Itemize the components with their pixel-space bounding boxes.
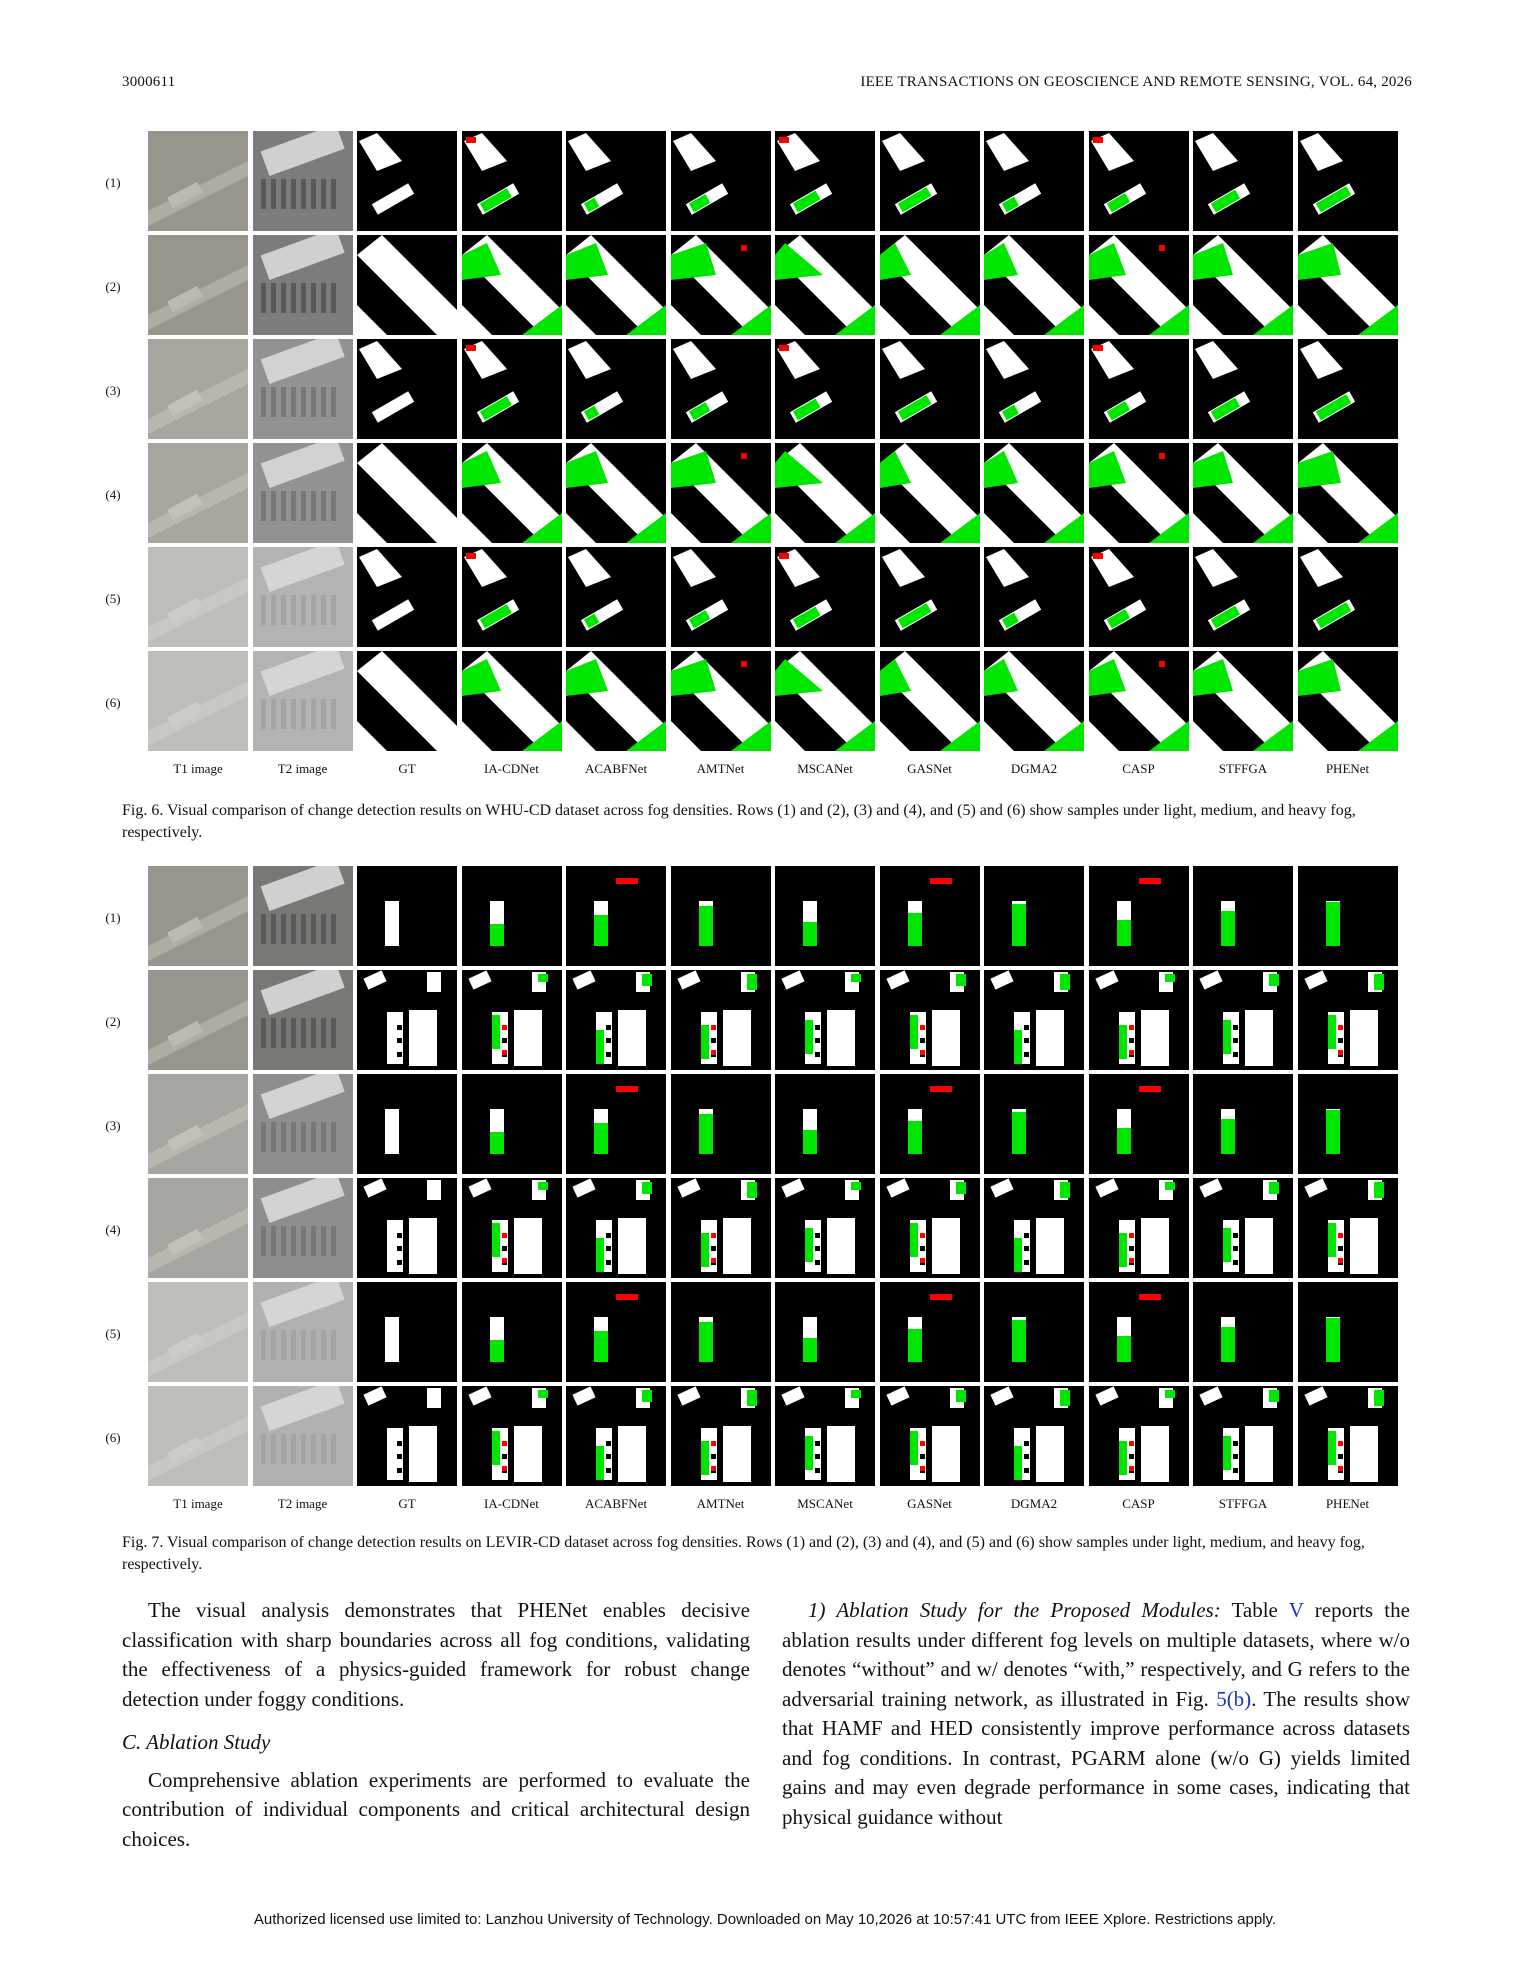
result-thumbnail-ia-cdnet bbox=[462, 235, 562, 335]
figure-7-caption: Fig. 7. Visual comparison of change detection results on LEVIR-CD dataset across fog densities. Rows (1) and (2), (3) and (4), and (5) and (6) show samples under light, medium, and heavy fog, respectively. bbox=[122, 1534, 1365, 1573]
result-thumbnail-casp bbox=[1089, 970, 1189, 1070]
result-thumbnail-gasnet bbox=[880, 866, 980, 966]
result-thumbnail-dgma2 bbox=[984, 443, 1084, 543]
result-thumbnail-dgma2 bbox=[984, 131, 1084, 231]
result-thumbnail-mscanet bbox=[775, 651, 875, 751]
result-thumbnail-ia-cdnet bbox=[462, 1386, 562, 1486]
result-thumbnail-gasnet bbox=[880, 131, 980, 231]
result-thumbnail-dgma2 bbox=[984, 547, 1084, 647]
result-thumbnail-gt bbox=[357, 443, 457, 543]
result-thumbnail-casp bbox=[1089, 547, 1189, 647]
result-thumbnail-stffga bbox=[1193, 1178, 1293, 1278]
result-thumbnail-amtnet bbox=[671, 866, 771, 966]
table-reference-link[interactable]: V bbox=[1288, 1598, 1304, 1622]
column-label: CASP bbox=[1122, 761, 1155, 776]
result-thumbnail-acabfnet bbox=[566, 651, 666, 751]
column-label: T2 image bbox=[277, 761, 328, 776]
result-thumbnail-gasnet bbox=[880, 970, 980, 1070]
column-label: ACABFNet bbox=[584, 761, 648, 776]
row-label: (6) bbox=[105, 1430, 121, 1445]
paragraph-ablation-modules bbox=[782, 1596, 1410, 1832]
result-thumbnail-phenet bbox=[1298, 547, 1398, 647]
column-label: AMTNet bbox=[696, 761, 745, 776]
result-thumbnail-mscanet bbox=[775, 1386, 875, 1486]
result-thumbnail-mscanet bbox=[775, 235, 875, 335]
result-thumbnail-phenet bbox=[1298, 235, 1398, 335]
paragraph-visual-analysis: The visual analysis demonstrates that PHENet enables decisive classification with sharp boundaries across all fog conditions, validating the effectiveness of a physics-guided framework for robust change detection under foggy conditions. bbox=[122, 1598, 750, 1711]
result-thumbnail-acabfnet bbox=[566, 1178, 666, 1278]
column-label: CASP bbox=[1122, 1496, 1155, 1511]
row-label: (1) bbox=[105, 175, 121, 190]
result-thumbnail-casp bbox=[1089, 1074, 1189, 1174]
result-thumbnail-stffga bbox=[1193, 339, 1293, 439]
result-thumbnail-acabfnet bbox=[566, 547, 666, 647]
column-label: AMTNet bbox=[696, 1496, 745, 1511]
column-label: MSCANet bbox=[797, 761, 853, 776]
result-thumbnail-gt bbox=[357, 1282, 457, 1382]
result-thumbnail-ia-cdnet bbox=[462, 131, 562, 231]
row-label: (4) bbox=[105, 487, 121, 502]
row-label: (3) bbox=[105, 383, 121, 398]
result-thumbnail-amtnet bbox=[671, 1282, 771, 1382]
result-thumbnail-mscanet bbox=[775, 131, 875, 231]
row-label: (5) bbox=[105, 1326, 121, 1341]
right-text-column bbox=[782, 1596, 1410, 1832]
result-thumbnail-stffga bbox=[1193, 1386, 1293, 1486]
column-label: MSCANet bbox=[797, 1496, 853, 1511]
result-thumbnail-t2-image bbox=[253, 547, 353, 647]
paragraph-ablation-intro: Comprehensive ablation experiments are performed to evaluate the contribution of individual components and critical architectural design choices. bbox=[122, 1767, 750, 1851]
figure-7-grid bbox=[105, 866, 1418, 1511]
result-thumbnail-stffga bbox=[1193, 547, 1293, 647]
result-thumbnail-t1-image bbox=[148, 866, 248, 966]
result-thumbnail-gt bbox=[357, 651, 457, 751]
result-thumbnail-gasnet bbox=[880, 339, 980, 439]
result-thumbnail-t1-image bbox=[148, 1074, 248, 1174]
license-footer: Authorized licensed use limited to: Lanzhou University of Technology. Downloaded on May 10,2026 at 10:57:41 UTC from IEEE Xplore. Restrictions apply. bbox=[253, 1911, 1277, 1928]
result-thumbnail-phenet bbox=[1298, 1074, 1398, 1174]
result-thumbnail-phenet bbox=[1298, 866, 1398, 966]
result-thumbnail-phenet bbox=[1298, 970, 1398, 1070]
result-thumbnail-acabfnet bbox=[566, 1386, 666, 1486]
result-thumbnail-amtnet bbox=[671, 1074, 771, 1174]
text-segment: . The results show that HAMF and HED consistently improve performance across datasets and fog conditions. In contrast, PGARM alone (w/o G) yields limited gains and may even degrade performance in some cases, indicating that physical guidance without bbox=[782, 1686, 1410, 1829]
column-label: GT bbox=[398, 1496, 416, 1511]
result-thumbnail-t2-image bbox=[253, 1178, 353, 1278]
figure-7 bbox=[105, 866, 1418, 1511]
result-thumbnail-acabfnet bbox=[566, 1074, 666, 1174]
result-thumbnail-casp bbox=[1089, 651, 1189, 751]
figure-6-caption: Fig. 6. Visual comparison of change detection results on WHU-CD dataset across fog densities. Rows (1) and (2), (3) and (4), and (5) and (6) show samples under light, medium, and heavy fog, respectively. bbox=[122, 802, 1356, 841]
text-segment: reports the ablation results under different fog levels on multiple datasets, where w/o denotes “without” and w/ denotes “with,” respectively, and G refers to the adversarial training network, as illustrated in Fig. bbox=[782, 1598, 1410, 1711]
result-thumbnail-dgma2 bbox=[984, 235, 1084, 335]
column-label: T2 image bbox=[277, 1496, 328, 1511]
result-thumbnail-amtnet bbox=[671, 547, 771, 647]
result-thumbnail-stffga bbox=[1193, 443, 1293, 543]
result-thumbnail-t1-image bbox=[148, 970, 248, 1070]
result-thumbnail-gt bbox=[357, 1074, 457, 1174]
result-thumbnail-t1-image bbox=[148, 339, 248, 439]
result-thumbnail-ia-cdnet bbox=[462, 1074, 562, 1174]
result-thumbnail-amtnet bbox=[671, 443, 771, 543]
result-thumbnail-casp bbox=[1089, 1178, 1189, 1278]
result-thumbnail-acabfnet bbox=[566, 1282, 666, 1382]
row-label: (6) bbox=[105, 695, 121, 710]
result-thumbnail-casp bbox=[1089, 1386, 1189, 1486]
result-thumbnail-acabfnet bbox=[566, 866, 666, 966]
result-thumbnail-ia-cdnet bbox=[462, 970, 562, 1070]
result-thumbnail-amtnet bbox=[671, 339, 771, 439]
column-label: PHENet bbox=[1325, 1496, 1370, 1511]
result-thumbnail-amtnet bbox=[671, 651, 771, 751]
result-thumbnail-t2-image bbox=[253, 1282, 353, 1382]
figure-reference-link[interactable]: 5(b) bbox=[1216, 1686, 1252, 1711]
result-thumbnail-ia-cdnet bbox=[462, 443, 562, 543]
result-thumbnail-casp bbox=[1089, 131, 1189, 231]
column-label: T1 image bbox=[173, 761, 223, 776]
result-thumbnail-gt bbox=[357, 970, 457, 1070]
result-thumbnail-ia-cdnet bbox=[462, 866, 562, 966]
result-thumbnail-gasnet bbox=[880, 651, 980, 751]
result-thumbnail-phenet bbox=[1298, 1178, 1398, 1278]
figure-6-grid bbox=[105, 131, 1418, 776]
result-thumbnail-t2-image bbox=[253, 1386, 353, 1486]
left-text-column bbox=[122, 1596, 750, 1854]
result-thumbnail-gasnet bbox=[880, 1282, 980, 1382]
result-thumbnail-gasnet bbox=[880, 235, 980, 335]
result-thumbnail-amtnet bbox=[671, 970, 771, 1070]
result-thumbnail-dgma2 bbox=[984, 1282, 1084, 1382]
result-thumbnail-t2-image bbox=[253, 866, 353, 966]
result-thumbnail-stffga bbox=[1193, 866, 1293, 966]
result-thumbnail-phenet bbox=[1298, 1282, 1398, 1382]
result-thumbnail-stffga bbox=[1193, 970, 1293, 1070]
result-thumbnail-gasnet bbox=[880, 443, 980, 543]
result-thumbnail-gt bbox=[357, 866, 457, 966]
column-label: GASNet bbox=[907, 1496, 952, 1511]
result-thumbnail-casp bbox=[1089, 443, 1189, 543]
result-thumbnail-dgma2 bbox=[984, 1386, 1084, 1486]
row-label: (4) bbox=[105, 1222, 121, 1237]
result-thumbnail-acabfnet bbox=[566, 970, 666, 1070]
result-thumbnail-t2-image bbox=[253, 443, 353, 543]
result-thumbnail-ia-cdnet bbox=[462, 1178, 562, 1278]
result-thumbnail-mscanet bbox=[775, 547, 875, 647]
result-thumbnail-gasnet bbox=[880, 1386, 980, 1486]
column-label: IA-CDNet bbox=[484, 1496, 539, 1511]
result-thumbnail-casp bbox=[1089, 235, 1189, 335]
result-thumbnail-casp bbox=[1089, 866, 1189, 966]
result-thumbnail-mscanet bbox=[775, 1178, 875, 1278]
result-thumbnail-phenet bbox=[1298, 131, 1398, 231]
result-thumbnail-t1-image bbox=[148, 651, 248, 751]
result-thumbnail-casp bbox=[1089, 1282, 1189, 1382]
text-segment: Table bbox=[1220, 1598, 1289, 1622]
result-thumbnail-t2-image bbox=[253, 1074, 353, 1174]
result-thumbnail-amtnet bbox=[671, 1178, 771, 1278]
result-thumbnail-phenet bbox=[1298, 1386, 1398, 1486]
result-thumbnail-acabfnet bbox=[566, 339, 666, 439]
result-thumbnail-stffga bbox=[1193, 651, 1293, 751]
column-label: PHENet bbox=[1325, 761, 1370, 776]
result-thumbnail-dgma2 bbox=[984, 970, 1084, 1070]
result-thumbnail-stffga bbox=[1193, 1074, 1293, 1174]
column-label: STFFGA bbox=[1218, 1496, 1268, 1511]
result-thumbnail-t2-image bbox=[253, 970, 353, 1070]
column-label: DGMA2 bbox=[1010, 1496, 1058, 1511]
result-thumbnail-t2-image bbox=[253, 339, 353, 439]
result-thumbnail-acabfnet bbox=[566, 235, 666, 335]
column-label: GT bbox=[398, 761, 416, 776]
result-thumbnail-ia-cdnet bbox=[462, 1282, 562, 1382]
column-label: GASNet bbox=[907, 761, 952, 776]
column-label: T1 image bbox=[173, 1496, 223, 1511]
result-thumbnail-dgma2 bbox=[984, 339, 1084, 439]
result-thumbnail-dgma2 bbox=[984, 1074, 1084, 1174]
row-label: (1) bbox=[105, 910, 121, 925]
journal-title: IEEE TRANSACTIONS ON GEOSCIENCE AND REMOTE SENSING, VOL. 64, 2026 bbox=[860, 74, 1412, 90]
result-thumbnail-amtnet bbox=[671, 1386, 771, 1486]
result-thumbnail-amtnet bbox=[671, 131, 771, 231]
page-number: 3000611 bbox=[122, 74, 176, 90]
result-thumbnail-mscanet bbox=[775, 970, 875, 1070]
result-thumbnail-acabfnet bbox=[566, 131, 666, 231]
result-thumbnail-mscanet bbox=[775, 866, 875, 966]
result-thumbnail-mscanet bbox=[775, 339, 875, 439]
result-thumbnail-gt bbox=[357, 547, 457, 647]
column-label: ACABFNet bbox=[584, 1496, 648, 1511]
result-thumbnail-t1-image bbox=[148, 235, 248, 335]
result-thumbnail-gasnet bbox=[880, 1074, 980, 1174]
result-thumbnail-gt bbox=[357, 1386, 457, 1486]
result-thumbnail-t1-image bbox=[148, 547, 248, 647]
result-thumbnail-t1-image bbox=[148, 131, 248, 231]
result-thumbnail-acabfnet bbox=[566, 443, 666, 543]
row-label: (3) bbox=[105, 1118, 121, 1133]
result-thumbnail-dgma2 bbox=[984, 1178, 1084, 1278]
result-thumbnail-dgma2 bbox=[984, 866, 1084, 966]
row-label: (2) bbox=[105, 1014, 121, 1029]
result-thumbnail-phenet bbox=[1298, 339, 1398, 439]
result-thumbnail-gasnet bbox=[880, 1178, 980, 1278]
result-thumbnail-gasnet bbox=[880, 547, 980, 647]
result-thumbnail-t2-image bbox=[253, 651, 353, 751]
row-label: (5) bbox=[105, 591, 121, 606]
result-thumbnail-casp bbox=[1089, 339, 1189, 439]
result-thumbnail-gt bbox=[357, 339, 457, 439]
figure-6 bbox=[105, 131, 1418, 776]
result-thumbnail-gt bbox=[357, 131, 457, 231]
result-thumbnail-t2-image bbox=[253, 131, 353, 231]
result-thumbnail-dgma2 bbox=[984, 651, 1084, 751]
column-label: IA-CDNet bbox=[484, 761, 539, 776]
result-thumbnail-gt bbox=[357, 235, 457, 335]
row-label: (2) bbox=[105, 279, 121, 294]
result-thumbnail-phenet bbox=[1298, 443, 1398, 543]
result-thumbnail-t1-image bbox=[148, 1178, 248, 1278]
result-thumbnail-t1-image bbox=[148, 1282, 248, 1382]
result-thumbnail-stffga bbox=[1193, 131, 1293, 231]
result-thumbnail-mscanet bbox=[775, 1074, 875, 1174]
result-thumbnail-ia-cdnet bbox=[462, 547, 562, 647]
result-thumbnail-phenet bbox=[1298, 651, 1398, 751]
subsection-heading: 1) Ablation Study for the Proposed Modules: bbox=[808, 1598, 1221, 1622]
result-thumbnail-gt bbox=[357, 1178, 457, 1278]
result-thumbnail-t1-image bbox=[148, 1386, 248, 1486]
result-thumbnail-ia-cdnet bbox=[462, 651, 562, 751]
result-thumbnail-ia-cdnet bbox=[462, 339, 562, 439]
result-thumbnail-stffga bbox=[1193, 235, 1293, 335]
result-thumbnail-amtnet bbox=[671, 235, 771, 335]
column-label: STFFGA bbox=[1218, 761, 1268, 776]
result-thumbnail-t2-image bbox=[253, 235, 353, 335]
column-label: DGMA2 bbox=[1010, 761, 1058, 776]
result-thumbnail-t1-image bbox=[148, 443, 248, 543]
section-heading-ablation: C. Ablation Study bbox=[122, 1730, 271, 1754]
result-thumbnail-stffga bbox=[1193, 1282, 1293, 1382]
result-thumbnail-mscanet bbox=[775, 443, 875, 543]
result-thumbnail-mscanet bbox=[775, 1282, 875, 1382]
